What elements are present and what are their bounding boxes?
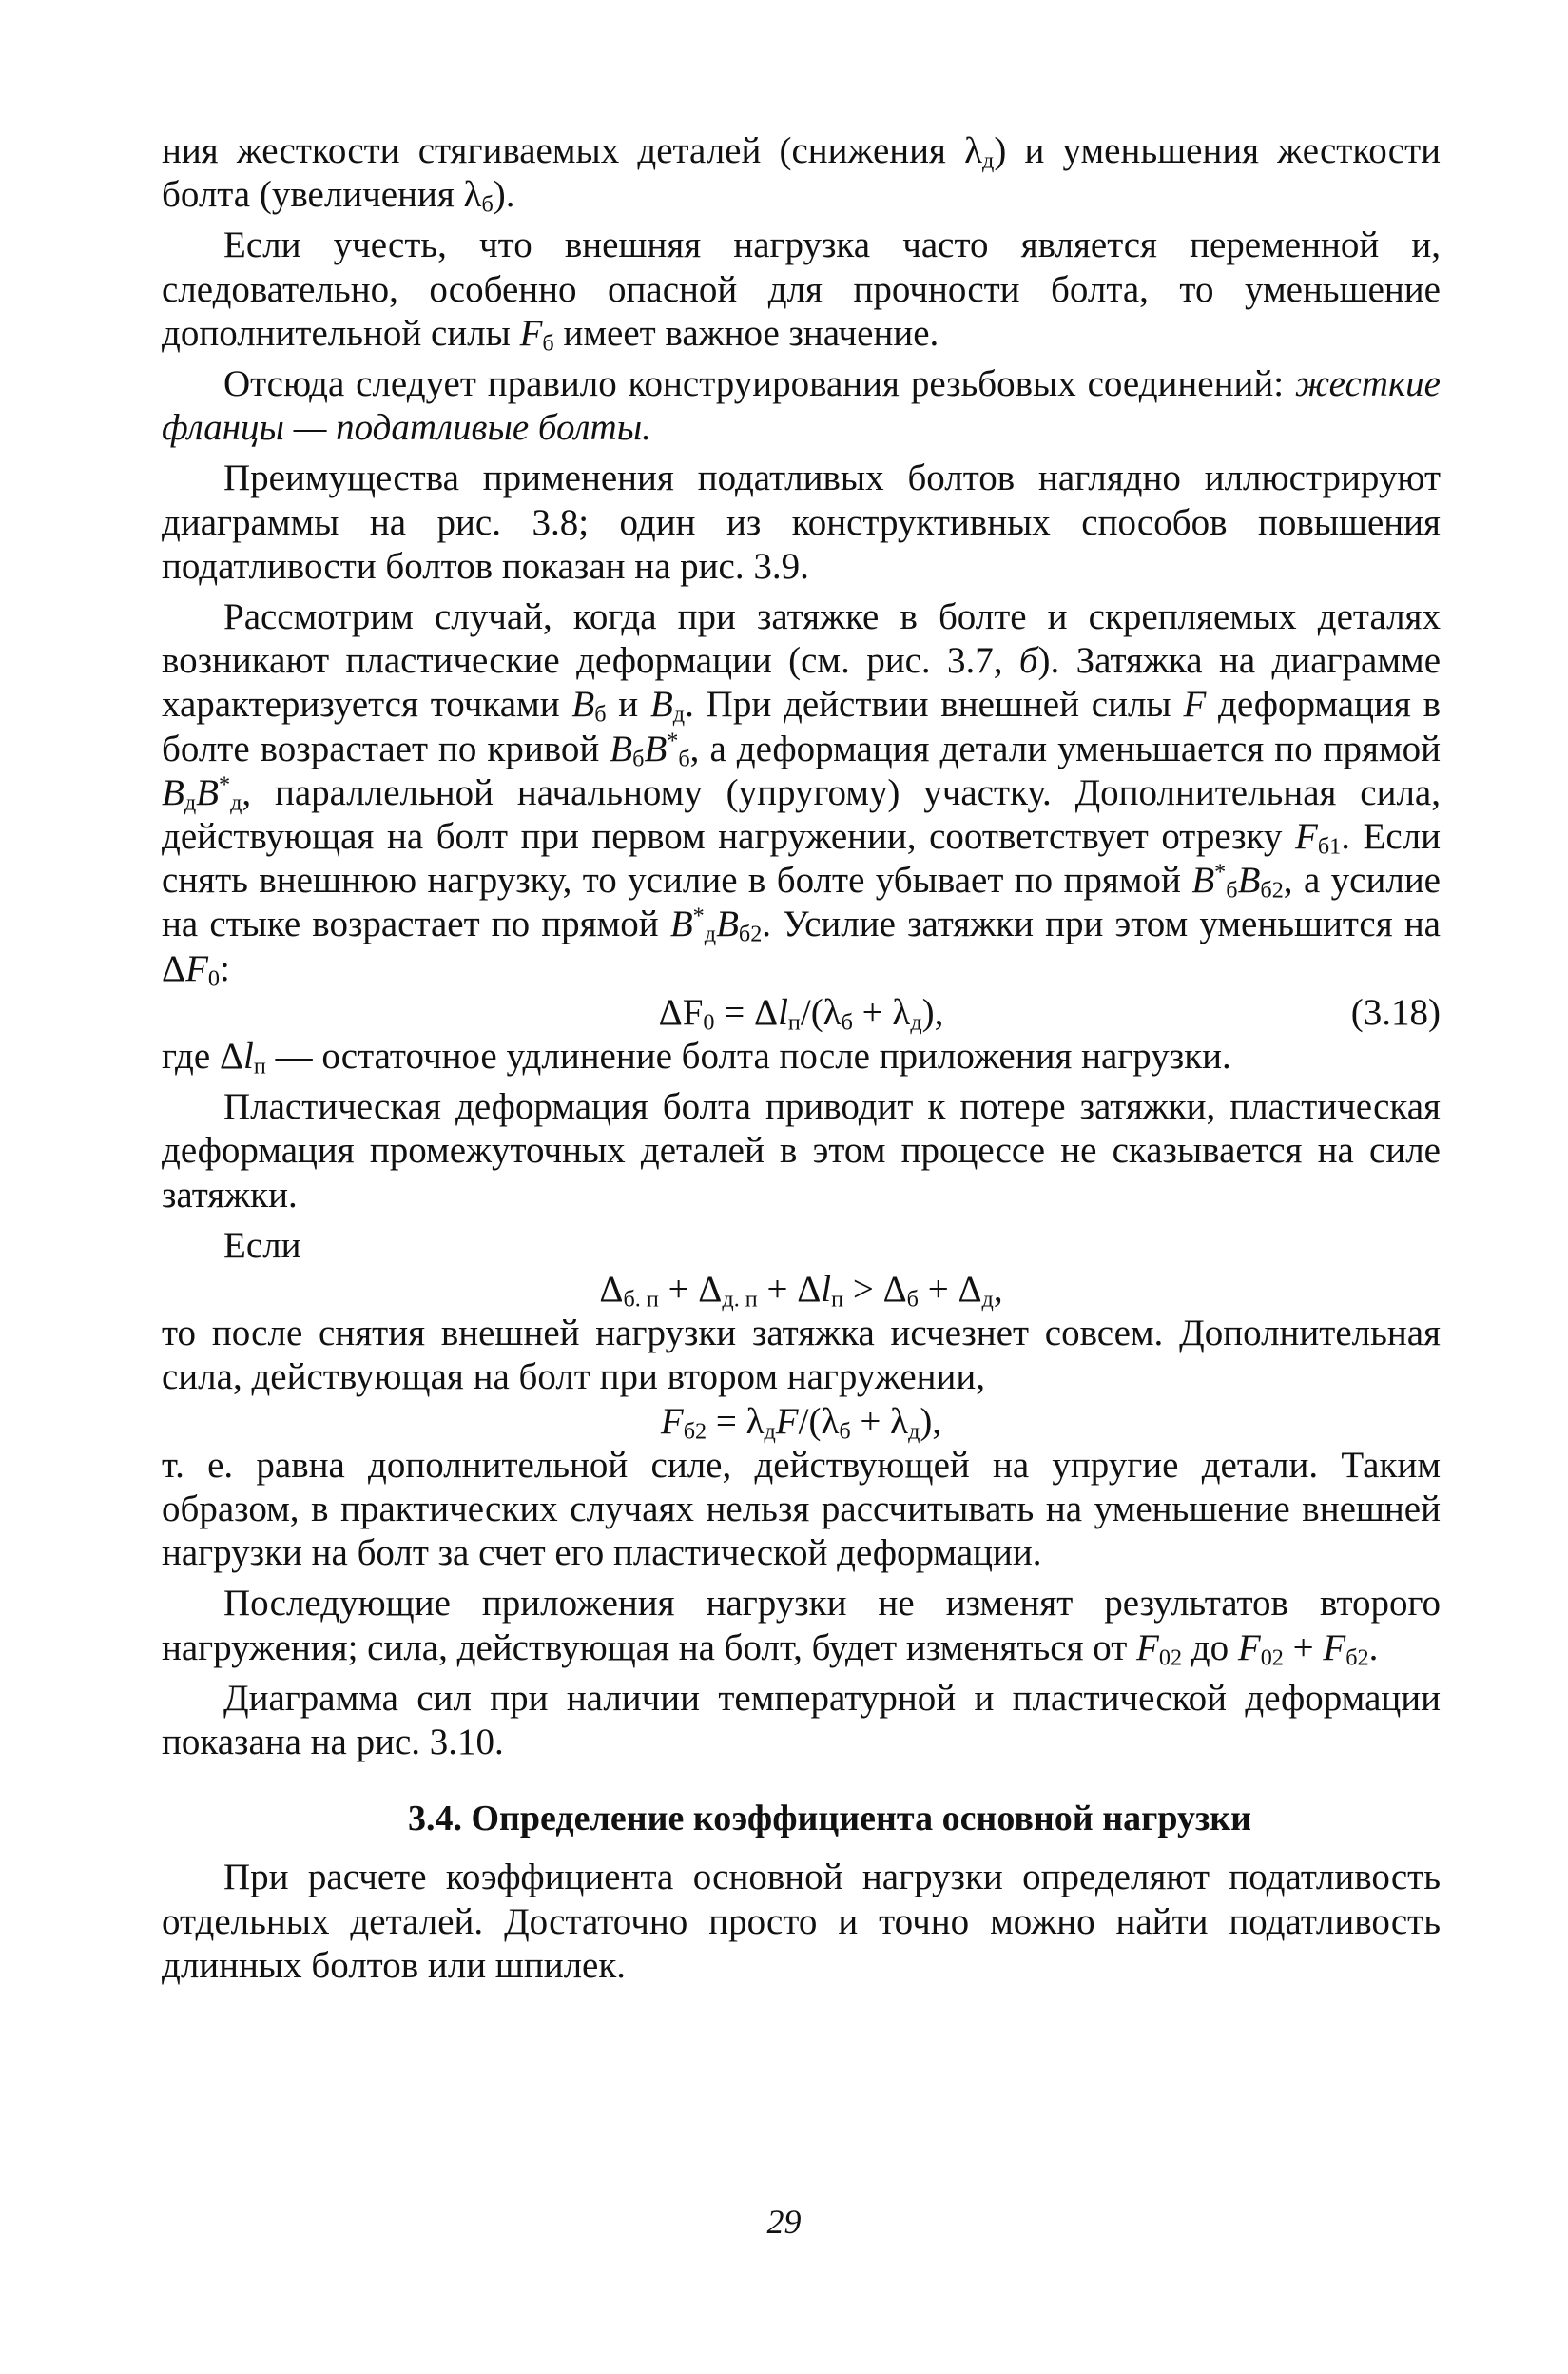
paragraph: Отсюда следует правило конструирования резьбовых соединений: жесткие фланцы — податливые болты. <box>162 363 1441 449</box>
paragraph: Рассмотрим случай, когда при затяжке в болте и скрепляемых деталях возникают пластические деформации (см. рис. 3.7, б). Затяжка на диаграмме характеризуется точками $B_б$ и $B_д$. При действии внешней силы F деформация в болте возрастает по кривой $B_бB^*_б$, а деформация детали уменьшается по прямой $B_дB^*_д$, параллельной начальному (упругому) участку. Дополнительная сила, действующая на болт при первом нагружении, соответствует отрезку $F_{б1}$. Если снять внешнюю нагрузку, то усилие в болте убывает по прямой $B^*_бB_{б2}$, а усилие на стыке возрастает по прямой $B^*_дB_{б2}$. Усилие затяжки при этом уменьшится на $\Delta F_0$: <box>162 596 1442 991</box>
paragraph: Если учесть, что внешняя нагрузка часто является переменной и, следовательно, особенно опасной для прочности болта, то уменьшение дополнительной силы $F_б$ имеет важное значение. <box>162 224 1441 357</box>
bolt-force-equation: $F_{б2} = \lambda_дF/(\lambda_б + \lambda_д)$, <box>660 1400 942 1444</box>
paragraph: Диаграмма сил при наличии температурной и пластической деформации показана на рис. 3.10. <box>162 1677 1441 1763</box>
paragraph: Если <box>223 1224 301 1266</box>
equation-3-18 <box>162 991 1441 1035</box>
paragraph: где $\Delta l_п$ — остаточное удлинение болта после приложения нагрузки. <box>162 1036 1231 1080</box>
equation-body: $\Delta F_0 = \Delta l_п/(\lambda_б + \lambda_д)$, <box>658 991 944 1036</box>
paragraph: При расчете коэффициента основной нагрузки определяют податливость отдельных деталей. Достаточно просто и точно можно найти податливость длинных болтов или шпилек. <box>162 1857 1441 1986</box>
inequality: $\Delta_{б. п} + \Delta_{д. п} + \Delta l_п > \Delta_б + \Delta_д$, <box>599 1269 1003 1313</box>
equation-number: (3.18) <box>1350 991 1441 1033</box>
paragraph: Преимущества применения податливых болтов наглядно иллюстрируют диаграммы на рис. 3.8; один из конструктивных способов повышения податливости болтов показан на рис. 3.9. <box>162 457 1441 587</box>
paragraph: т. е. равна дополнительной силе, действующей на упругие детали. Таким образом, в практических случаях нельзя рассчитывать на уменьшение внешней нагрузки на болт за счет его пластической деформации. <box>162 1444 1441 1574</box>
paragraph: ния жесткости стягиваемых деталей (снижения $\lambda_д$) и уменьшения жесткости болта (увеличения $\lambda_б$). <box>162 130 1441 218</box>
section-heading: 3.4. Определение коэффициента основной нагрузки <box>407 1799 1252 1839</box>
paragraph: то после снятия внешней нагрузки затяжка исчезнет совсем. Дополнительная сила, действующая на болт при втором нагружении, <box>162 1313 1441 1398</box>
paragraph: Последующие приложения нагрузки не изменят результатов второго нагружения; сила, действующая на болт, будет изменяться от $F_{02}$ до $F_{02} + F_{б2}$. <box>162 1583 1441 1670</box>
page-number: 29 <box>766 2203 802 2241</box>
page-body <box>162 129 1441 1988</box>
paragraph: Пластическая деформация болта приводит к потере затяжки, пластическая деформация промежуточных деталей в этом процессе не сказывается на силе затяжки. <box>162 1086 1441 1216</box>
